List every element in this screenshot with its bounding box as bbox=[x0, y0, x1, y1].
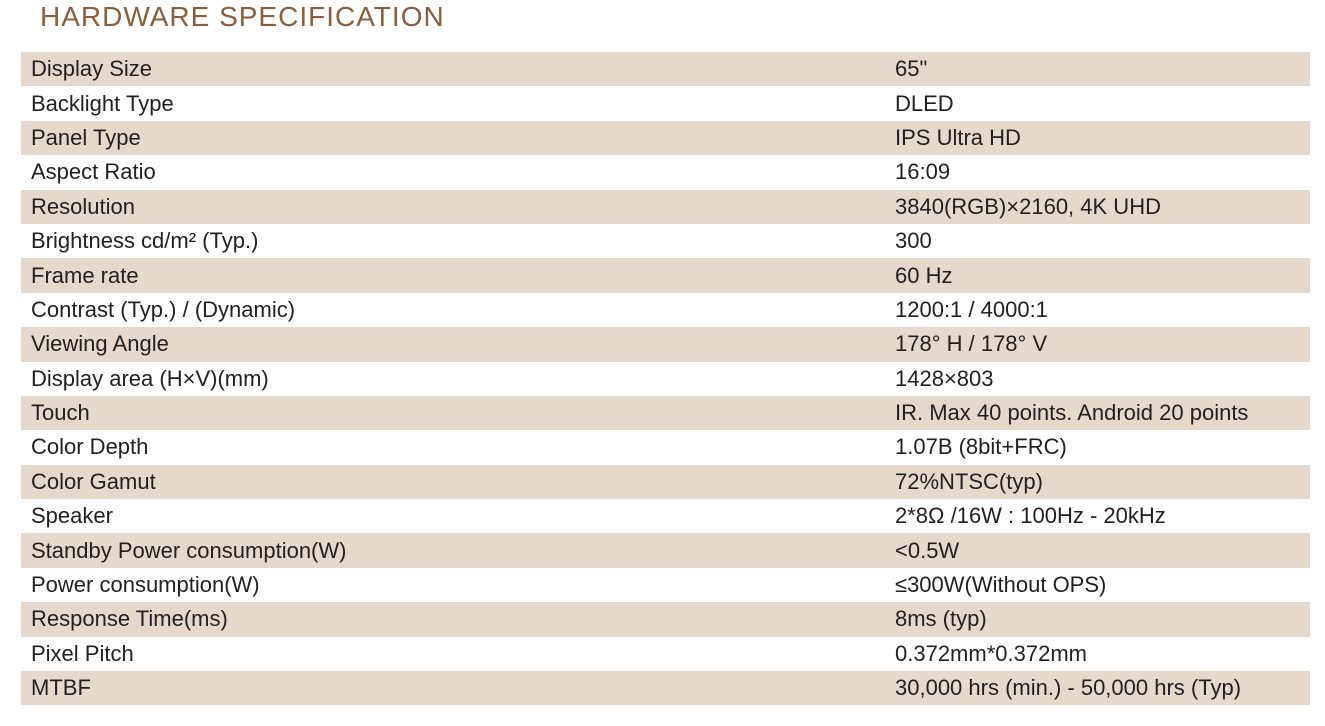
spec-row-resolution bbox=[21, 190, 1310, 224]
spec-row-panel-type bbox=[21, 121, 1310, 155]
spec-table bbox=[21, 52, 1310, 705]
spec-row-touch bbox=[21, 396, 1310, 430]
spec-row-speaker bbox=[21, 499, 1310, 533]
spec-label: Backlight Type bbox=[31, 90, 174, 116]
spec-value: DLED bbox=[895, 90, 954, 116]
spec-label: Display Size bbox=[31, 56, 153, 82]
spec-value: 300 bbox=[895, 228, 932, 254]
spec-label: Aspect Ratio bbox=[31, 159, 156, 185]
spec-value: 3840(RGB)×2160, 4K UHD bbox=[895, 193, 1161, 219]
spec-row-response-time bbox=[21, 602, 1310, 636]
spec-value: 16:09 bbox=[895, 159, 951, 185]
spec-value: 178° H / 178° V bbox=[895, 331, 1048, 357]
spec-value: 30,000 hrs (min.) - 50,000 hrs (Typ) bbox=[895, 675, 1242, 701]
spec-label: Display area (H×V)(mm) bbox=[31, 365, 269, 391]
spec-value: 72%NTSC(typ) bbox=[895, 468, 1043, 494]
spec-label: Response Time(ms) bbox=[31, 606, 228, 632]
spec-value: ≤300W(Without OPS) bbox=[895, 572, 1107, 598]
spec-value: 0.372mm*0.372mm bbox=[895, 640, 1087, 666]
spec-value: 1.07B (8bit+FRC) bbox=[895, 434, 1067, 460]
spec-row-display-size bbox=[21, 52, 1310, 86]
spec-row-color-gamut bbox=[21, 465, 1310, 499]
spec-row-pixel-pitch bbox=[21, 637, 1310, 671]
spec-row-display-area bbox=[21, 362, 1310, 396]
spec-label: Contrast (Typ.) / (Dynamic) bbox=[31, 296, 296, 322]
spec-label: Pixel Pitch bbox=[31, 640, 134, 666]
spec-value: 2*8Ω /16W : 100Hz - 20kHz bbox=[895, 503, 1166, 529]
spec-label: Resolution bbox=[31, 193, 135, 219]
spec-value: IR. Max 40 points. Android 20 points bbox=[895, 400, 1249, 426]
spec-value: IPS Ultra HD bbox=[895, 124, 1021, 150]
spec-label: Speaker bbox=[31, 503, 113, 529]
spec-value: <0.5W bbox=[895, 537, 960, 563]
spec-label: MTBF bbox=[31, 675, 91, 701]
spec-value: 1428×803 bbox=[895, 365, 994, 391]
spec-row-mtbf bbox=[21, 671, 1310, 705]
spec-label: Color Gamut bbox=[31, 468, 156, 494]
spec-row-color-depth bbox=[21, 430, 1310, 464]
spec-label: Viewing Angle bbox=[31, 331, 169, 357]
spec-row-frame-rate bbox=[21, 258, 1310, 292]
spec-label: Touch bbox=[31, 400, 90, 426]
spec-row-contrast bbox=[21, 293, 1310, 327]
spec-row-aspect-ratio bbox=[21, 155, 1310, 189]
spec-row-backlight-type bbox=[21, 86, 1310, 120]
spec-label: Panel Type bbox=[31, 124, 141, 150]
spec-value: 60 Hz bbox=[895, 262, 953, 288]
spec-label: Brightness cd/m² (Typ.) bbox=[31, 228, 259, 254]
spec-row-viewing-angle bbox=[21, 327, 1310, 361]
spec-value: 8ms (typ) bbox=[895, 606, 987, 632]
spec-row-brightness bbox=[21, 224, 1310, 258]
spec-value: 65" bbox=[895, 56, 928, 82]
page-title: HARDWARE SPECIFICATION bbox=[40, 1, 445, 32]
spec-value: 1200:1 / 4000:1 bbox=[895, 296, 1048, 322]
spec-label: Color Depth bbox=[31, 434, 149, 460]
spec-label: Power consumption(W) bbox=[31, 572, 260, 598]
spec-row-power-consumption bbox=[21, 568, 1310, 602]
spec-row-standby-power bbox=[21, 533, 1310, 567]
spec-label: Frame rate bbox=[31, 262, 139, 288]
spec-label: Standby Power consumption(W) bbox=[31, 537, 347, 563]
